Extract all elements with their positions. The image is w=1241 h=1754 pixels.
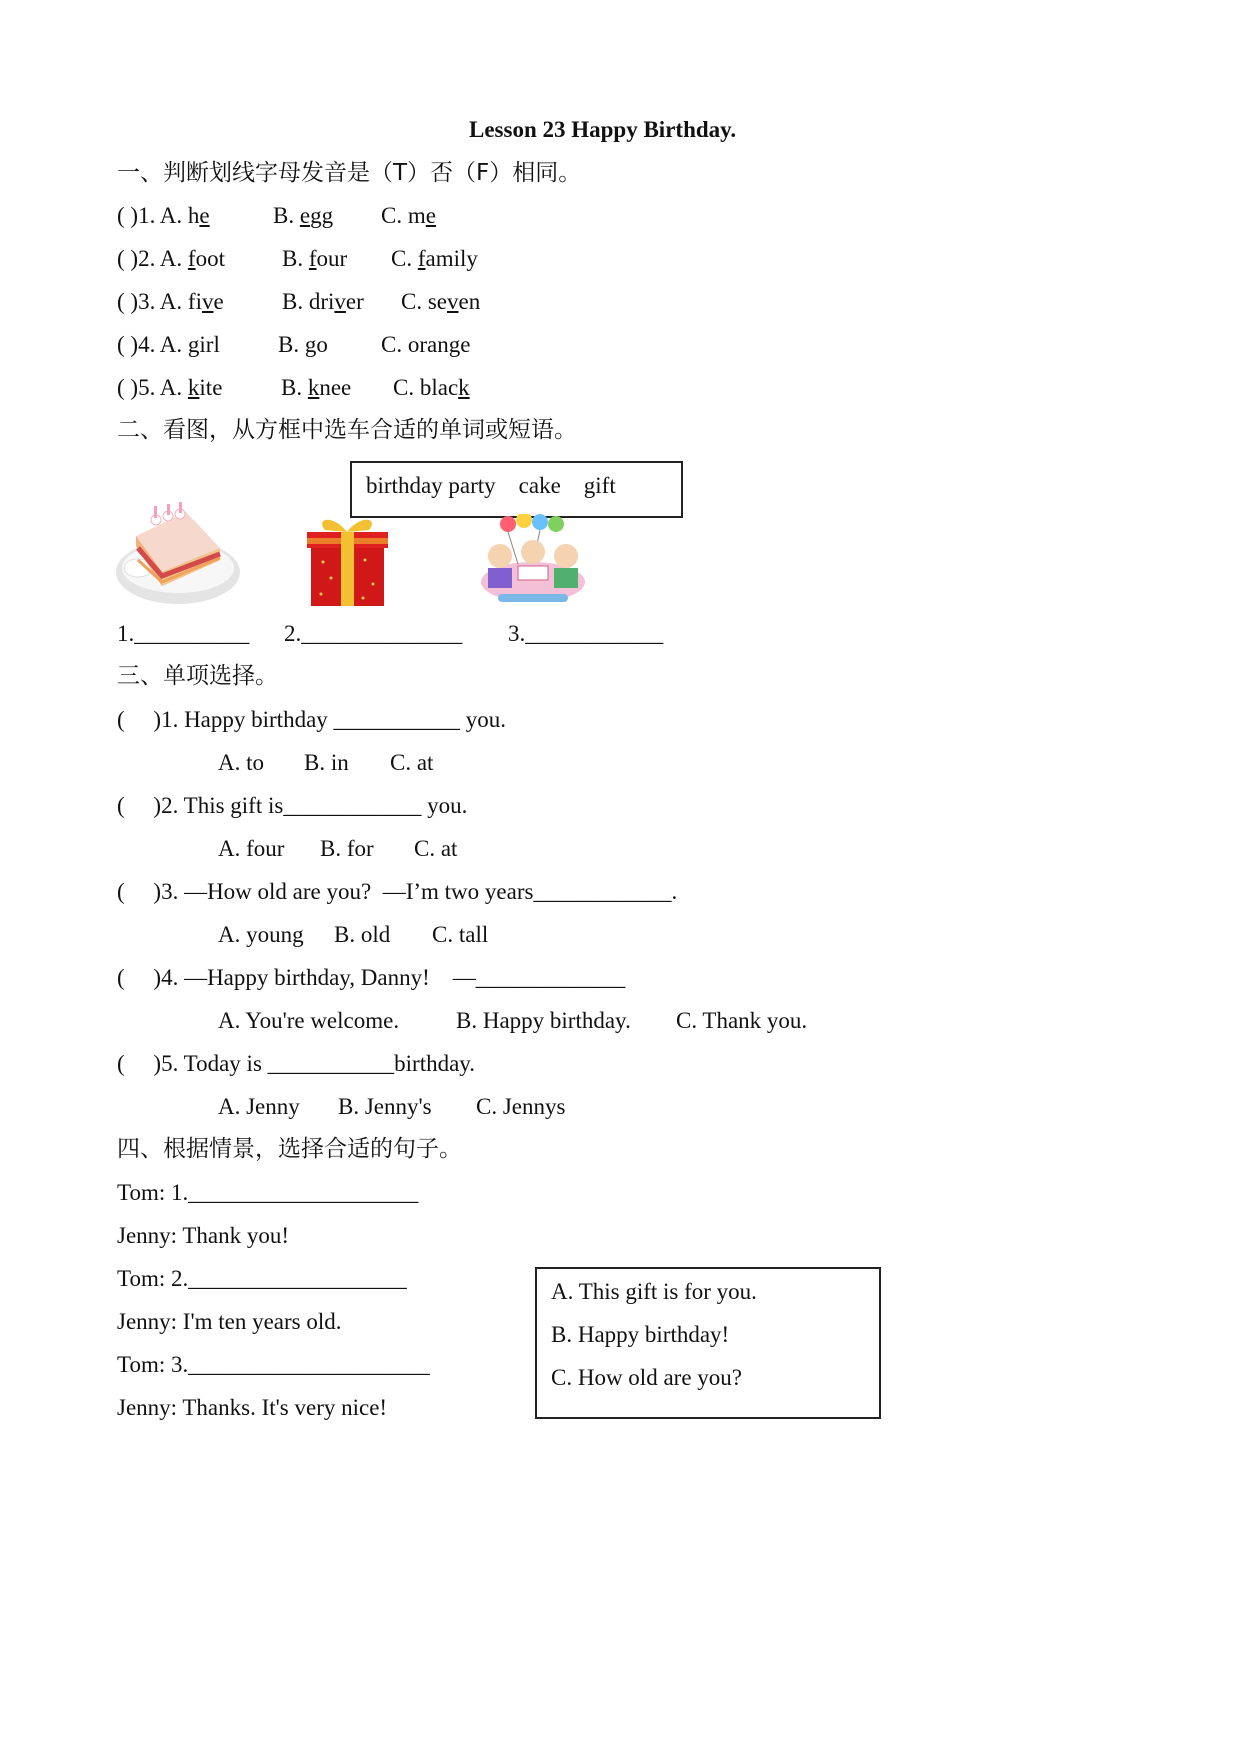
underlined-letter: v [201,289,214,314]
option-a: A. to [218,750,264,775]
section-2-heading: 二、看图，从方框中选车合适的单词或短语。 [117,417,577,443]
option-c: C. black [393,375,470,400]
question-number: ( )4. A. [117,332,188,357]
option-c: C. Thank you. [676,1008,808,1033]
dialogue-line-5: Tom: 3._____________________ [117,1352,430,1377]
mc-question-1: ( )1. Happy birthday ___________ you. [117,707,507,732]
dialogue-line-2: Jenny: Thank you! [117,1223,290,1248]
mc-options-4 [218,1006,808,1036]
option-a: A. young [218,922,304,947]
option-b: B. four [282,246,348,271]
option-b: B. in [304,750,349,775]
option-a: A. You're welcome. [218,1008,400,1033]
image-answer-blank-3[interactable]: 3.____________ [508,621,664,646]
list-item [117,330,471,360]
option-b: B. Happy birthday. [456,1008,631,1033]
option-c: C. at [390,750,434,775]
image-answer-blank-1[interactable]: 1.__________ [117,621,250,646]
option-text: irl [199,332,220,357]
mc-options-3 [218,920,489,950]
option-text: oot [195,246,225,271]
mc-question-2: ( )2. This gift is____________ you. [117,793,468,818]
image-answer-blank-2[interactable]: 2.______________ [284,621,463,646]
question-number: ( )3. A. fi [117,289,202,314]
option-a: A. four [218,836,285,861]
option-b: B. for [320,836,374,861]
section-3-heading: 三、单项选择。 [117,663,278,689]
list-item [117,287,481,317]
word-box-text: birthday party cake gift [366,473,616,498]
underlined-letter: f [187,246,196,271]
question-number: ( )2. A. [117,246,188,271]
option-text: e [213,289,224,314]
option-c: C. tall [432,922,489,947]
dialogue-line-1: Tom: 1.____________________ [117,1180,419,1205]
option-b: B. Jenny's [338,1094,432,1119]
option-a: A. Jenny [218,1094,300,1119]
choice-a: A. This gift is for you. [551,1279,757,1304]
list-item [117,201,436,231]
option-b: B. egg [273,203,334,228]
option-c: C. me [381,203,436,228]
option-c: C. at [414,836,458,861]
mc-question-5: ( )5. Today is ___________birthday. [117,1051,476,1076]
mc-options-2 [218,834,458,864]
option-c: C. Jennys [476,1094,566,1119]
mc-question-4: ( )4. —Happy birthday, Danny! —_____________ [117,965,626,990]
mc-question-3: ( )3. —How old are you? —I’m two years____________. [117,879,678,904]
dialogue-line-6: Jenny: Thanks. It's very nice! [117,1395,388,1420]
choice-c: C. How old are you? [551,1365,742,1390]
dialogue-line-3: Tom: 2.___________________ [117,1266,407,1291]
choice-b: B. Happy birthday! [551,1322,730,1347]
gift-image [305,512,390,608]
option-b: B. driver [282,289,364,314]
section-1-heading: 一、判断划线字母发音是（T）否（F）相同。 [117,160,582,186]
mc-options-1 [218,748,434,778]
option-c: C. orange [381,332,471,357]
list-item [117,244,478,274]
option-b: B. go [278,332,328,357]
mc-options-5 [218,1092,566,1122]
dialogue-line-4: Jenny: I'm ten years old. [117,1309,342,1334]
word-box [350,461,683,518]
underlined-letter: e [199,203,210,228]
underlined-letter: k [187,375,200,400]
birthday-party-image [478,514,588,606]
list-item [117,373,470,403]
option-text: ite [199,375,223,400]
option-c: C. seven [401,289,481,314]
sentence-choices-box [535,1267,881,1419]
option-c: C. family [391,246,478,271]
option-b: B. old [334,922,391,947]
page-title: Lesson 23 Happy Birthday. [469,117,737,142]
question-number: ( )1. A. h [117,203,200,228]
cake-image [116,502,246,608]
section-4-heading: 四、根据情景，选择合适的句子。 [117,1136,462,1162]
question-number: ( )5. A. [117,375,188,400]
underlined-letter: g [187,332,200,357]
option-b: B. knee [281,375,352,400]
